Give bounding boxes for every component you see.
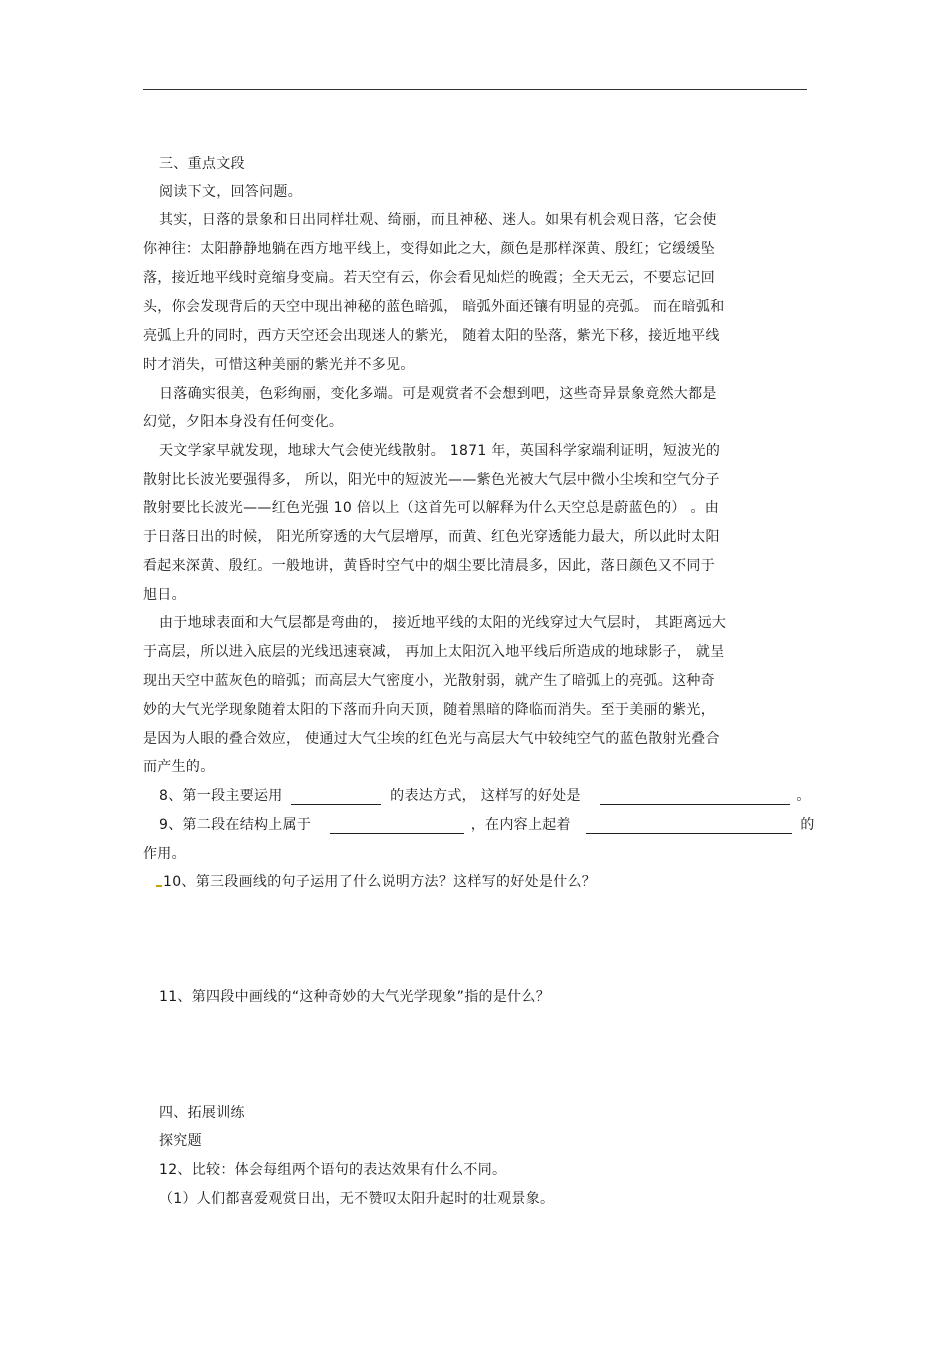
q9-continuation: 作用。 [143,846,186,862]
question-12: 12、比较：体会每组两个语句的表达效果有什么不同。 [159,1162,507,1178]
q9-text-a: 9、第二段在结构上属于 [159,817,312,833]
passage-line: 散射要比长波光——红色光强 10 倍以上（这首先可以解释为什么天空总是蔚蓝色的） 。由 [143,500,720,516]
passage-line: 天文学家早就发现，地球大气会使光线散射。 1871 年，英国科学家端利证明，短波光的 [159,443,721,459]
passage-line: 是因为人眼的叠合效应， 使通过大气尘埃的红色光与高层大气中较纯空气的蓝色散射光叠合 [143,731,720,747]
section-heading-4: 四、拓展训练 [159,1105,245,1121]
passage-line: 亮弧上升的同时，西方天空还会出现迷人的紫光， 随着太阳的坠落，紫光下移，接近地平线 [143,328,720,344]
passage-line: 现出天空中蓝灰色的暗弧；而高层大气密度小，光散射弱，就产生了暗弧上的亮弧。这种奇 [143,673,715,689]
q8-answer-blank-2[interactable] [600,790,790,805]
section-heading: 三、重点文段 [159,156,245,172]
passage-line: 日落确实很美，色彩绚丽，变化多端。可是观赏者不会想到吧，这些奇异景象竟然大都是 [159,386,717,402]
passage-line: 散射比长波光要强得多， 所以，阳光中的短波光——紫色光被大气层中微小尘埃和空气分子 [143,472,720,488]
q9-text-b: ，在内容上起着 [470,817,571,833]
passage-line: 其实，日落的景象和日出同样壮观、绮丽，而且神秘、迷人。如果有机会观日落，它会使 [159,212,717,228]
passage-line: 于高层，所以进入底层的光线迅速衰减， 再加上太阳沉入地平线后所造成的地球影子， 就呈 [143,644,725,660]
q9-answer-blank-2[interactable] [586,819,792,834]
subheading: 探究题 [159,1133,202,1149]
passage-line: 而产生的。 [143,759,215,775]
passage-line: 幻觉，夕阳本身没有任何变化。 [143,414,344,430]
q8-text-a: 8、第一段主要运用 [159,788,283,804]
annotation-mark [156,885,162,887]
q8-text-c: 。 [796,788,811,804]
passage-line: 妙的大气光学现象随着太阳的下落而升向天顶，随着黑暗的降临而消失。至于美丽的紫光， [143,702,715,718]
passage-line: 头，你会发现背后的天空中现出神秘的蓝色暗弧， 暗弧外面还镶有明显的亮弧。 而在暗弧和 [143,299,725,315]
question-9 [159,816,815,834]
question-8 [159,787,811,805]
passage-line: 落，接近地平线时竟缩身变扁。若天空有云，你会看见灿烂的晚霞；全天无云，不要忘记回 [143,270,715,286]
q8-text-b: 的表达方式， 这样写的好处是 [390,788,581,804]
passage-line: 于日落日出的时候， 阳光所穿透的大气层增厚，而黄、红色光穿透能力最大，所以此时太阳 [143,529,720,545]
header-rule [143,89,807,90]
q9-text-c: 的 [800,817,815,833]
q9-answer-blank-1[interactable] [330,819,464,834]
q8-answer-blank-1[interactable] [291,790,381,805]
instruction: 阅读下文，回答问题。 [159,184,302,200]
passage-line: 看起来深黄、殷红。一般地讲，黄昏时空气中的烟尘要比清晨多，因此，落日颜色又不同于 [143,558,715,574]
question-11: 11、第四段中画线的“这种奇妙的大气光学现象”指的是什么？ [159,989,551,1005]
question-10: 10、第三段画线的句子运用了什么说明方法？这样写的好处是什么？ [163,874,597,890]
passage-line: 由于地球表面和大气层都是弯曲的， 接近地平线的太阳的光线穿过大气层时， 其距离远大 [159,615,727,631]
question-12-item-1: （1）人们都喜爱观赏日出，无不赞叹太阳升起时的壮观景象。 [159,1191,555,1207]
passage-line: 时才消失，可惜这种美丽的紫光并不多见。 [143,357,415,373]
passage-line: 旭日。 [143,587,186,603]
passage-line: 你神往：太阳静静地躺在西方地平线上，变得如此之大，颜色是那样深黄、殷红；它缓缓坠 [143,241,715,257]
